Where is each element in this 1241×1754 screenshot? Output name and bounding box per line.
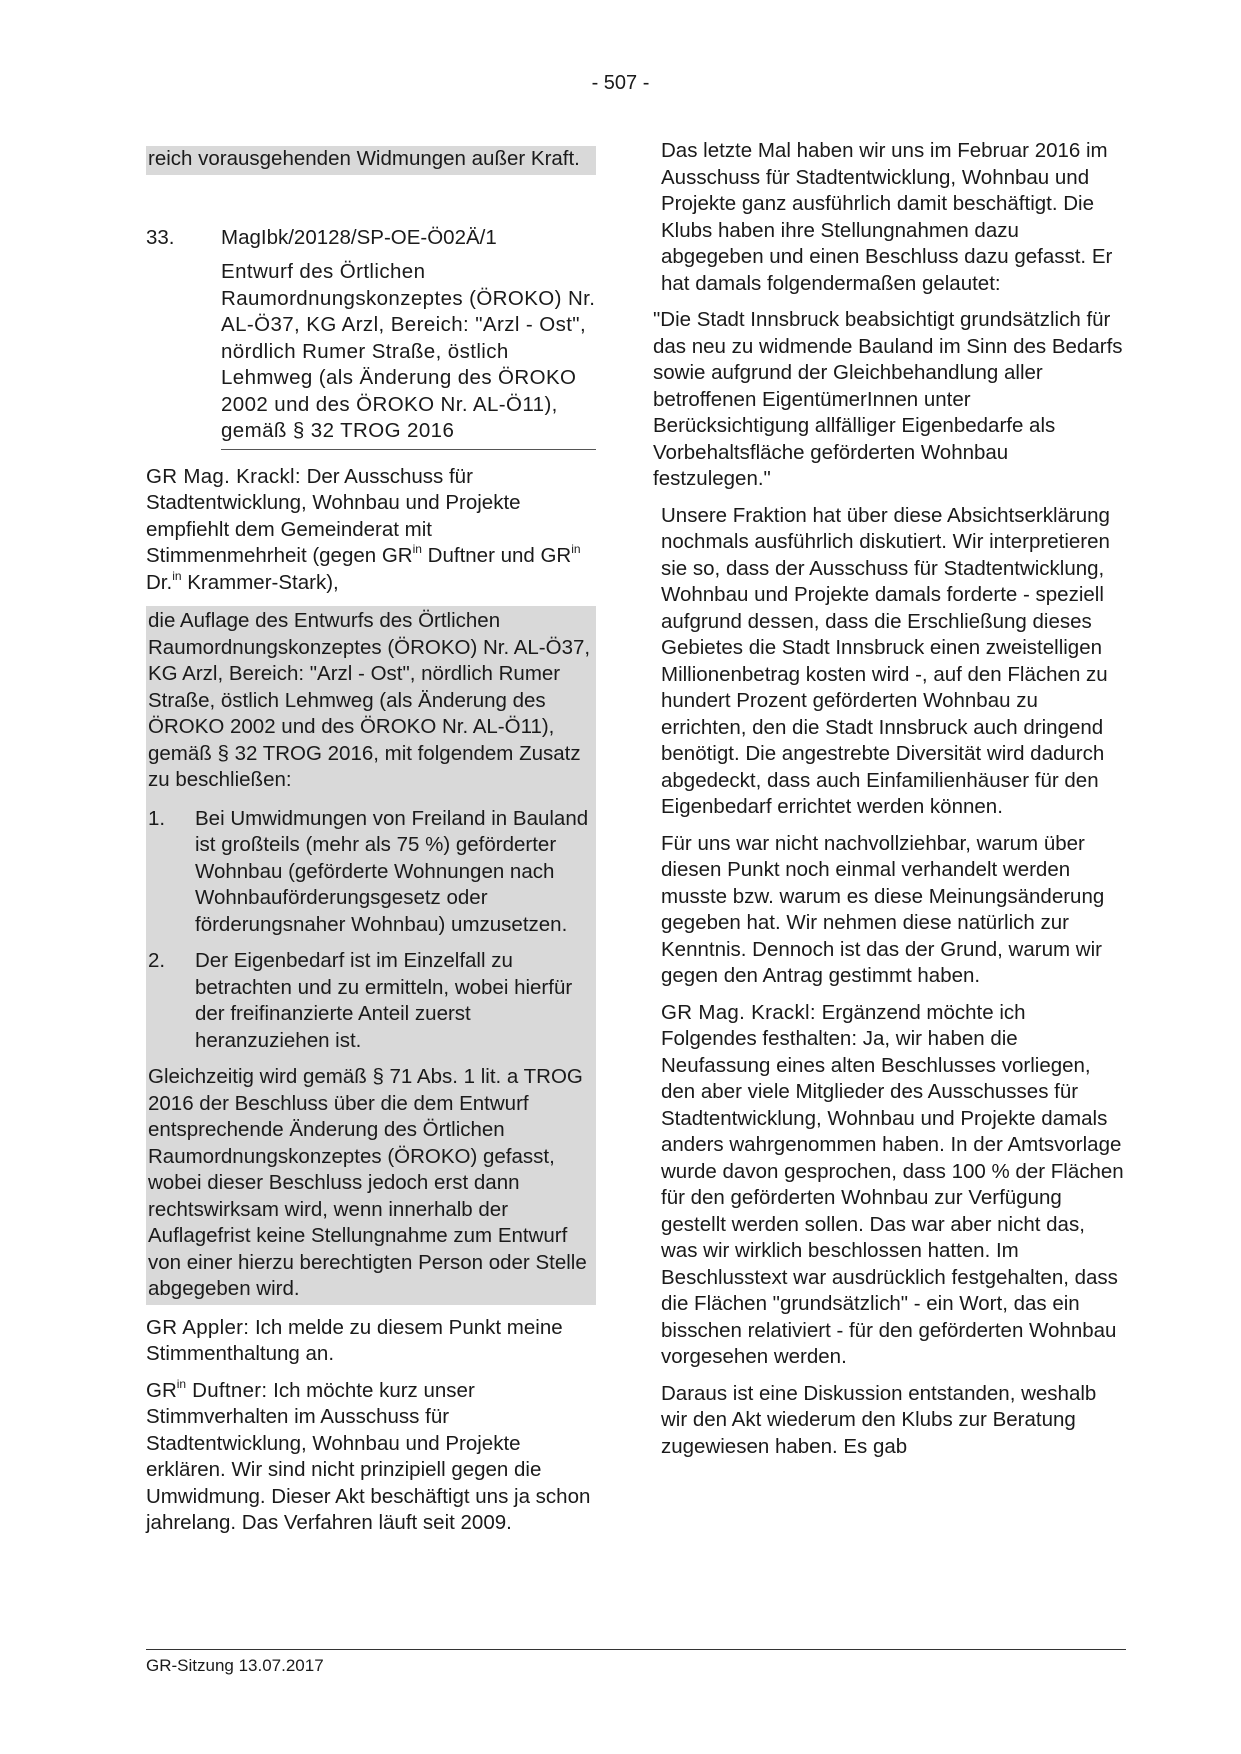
paragraph: Das letzte Mal haben wir uns im Februar 2016 im Ausschuss für Stadtentwicklung, Wohnbau und Projekte ganz ausführlich damit beschäftigt. Die Klubs haben ihre Stellungnahmen dazu abgegeben und einen Beschluss dazu gefasst. Er hat damals folgendermaßen gelautet: [661,139,1113,295]
duftner-statement: $GR^{in}$ Duftner: Ich möchte kurz unser Stimmverhalten im Ausschuss für Stadtentwicklung, Wohnbau und Projekte erklären. Wir sind nicht prinzipiell gegen die Umwidmung. Dieser Akt beschäftigt uns ja schon jahrelang. Das Verfahren läuft seit 2009. [146,1376,591,1534]
agenda-item-code: MagIbk/20128/SP-OE-Ö02Ä/1 [221,225,497,249]
list-item: 1. Bei Umwidmungen von Freiland in Bauland ist großteils (mehr als 75 %) geförderter Wohnbau (geförderte Wohnungen nach Wohnbauförderungsgesetz oder förderungsnaher Wohnbau) umzusetzen. [148,806,589,936]
motion-text: die Auflage des Entwurfs des Örtlichen Raumordnungskonzeptes (ÖROKO) Nr. AL-Ö37, KG Arzl, Bereich: "Arzl - Ost", nördlich Rumer Straße, östlich Lehmweg (als Änderung des ÖROKO 2002 und des ÖROKO Nr. AL-Ö11), gemäß § 32 TROG 2016, mit folgendem Zusatz zu beschließen: [148,609,591,791]
right-column [653,138,1126,1470]
footer-session-date: GR-Sitzung 13.07.2017 [146,1656,324,1675]
paragraph: Unsere Fraktion hat über diese Absichtserklärung nochmals ausführlich diskutiert. Wir interpretieren sie so, dass der Ausschuss für Stadtentwicklung, Wohnbau und Projekte damals forderte - speziell aufgrund dessen, dass die Erschließung dieses Gebietes die Stadt Innsbruck einen zweistelligen Millionenbetrag kosten wird -, auf den Flächen zu hundert Prozent geförderten Wohnbau zu errichten, den die Stadt Innsbruck auch dringend benötigt. Die angestrebte Diversität wird dadurch abgedeckt, dass auch Einfamilienhäuser für den Eigenbedarf errichtet werden können. [661,503,1110,818]
appler-statement: GR Appler: Ich melde zu diesem Punkt meine Stimmenthaltung an. [146,1315,563,1365]
agenda-item-number: 33. [146,225,175,249]
speaker-name: Duftner: [186,1378,268,1402]
left-column [146,146,596,1547]
resolution-text: Gleichzeitig wird gemäß § 71 Abs. 1 lit. a TROG 2016 der Beschluss über die dem Entwurf entsprechende Änderung des Örtlichen Raumordnungskonzeptes (ÖROKO) gefasst, wobei dieser Beschluss jedoch erst dann rechtswirksam wird, wenn innerhalb der Auflagefrist keine Stellungnahme zum Entwurf von einer hierzu berechtigten Person oder Stelle abgegeben wird. [148,1065,587,1300]
speaker-name: GR Appler: [146,1315,250,1339]
agenda-item-header [146,225,596,252]
quote-paragraph: "Die Stadt Innsbruck beabsichtigt grundsätzlich für das neu zu widmende Bauland im Sinn des Bedarfs sowie aufgrund der Gleichbehandlung aller betroffenen EigentümerInnen unter Berücksichtigung allfälliger Eigenbedarfe als Vorbehaltsfläche geförderten Wohnbau festzulegen." [653,308,1123,490]
list-item: 2. Der Eigenbedarf ist im Einzelfall zu betrachten und zu ermitteln, wobei hierfür der freifinanzierte Anteil zuerst heranzuziehen ist. [148,949,573,1052]
paragraph: Für uns war nicht nachvollziehbar, warum über diesen Punkt noch einmal verhandelt werden musste bzw. warum es diese Meinungsänderung gegeben hat. Wir nehmen diese natürlich zur Kenntnis. Dennoch ist das der Grund, warum wir gegen den Antrag gestimmt haben. [661,831,1105,987]
motion-block [146,606,596,1305]
carryover-paragraph: reich vorausgehenden Widmungen außer Kraft. [146,146,596,175]
page-number: - 507 - [591,72,650,94]
agenda-item-title: Entwurf des Örtlichen Raumordnungskonzeptes (ÖROKO) Nr. AL-Ö37, KG Arzl, Bereich: "Arzl - Ost", nördlich Rumer Straße, östlich Lehmweg (als Änderung des ÖROKO 2002 und des ÖROKO Nr. AL-Ö11), gemäß § 32 TROG 2016 [221,259,596,450]
paragraph: Daraus ist eine Diskussion entstanden, weshalb wir den Akt wiederum den Klubs zur Beratung zugewiesen haben. Es gab [661,1381,1097,1458]
footer-divider [146,1649,1126,1650]
krackl-statement: GR Mag. Krackl: Der Ausschuss für Stadtentwicklung, Wohnbau und Projekte empfiehlt dem Gemeinderat mit Stimmenmehrheit (gegen $GR^{in}$ Duftner und $GR^{in}$ Dr.$^{in}$ Krammer-Stark), [146,464,581,594]
speaker-name: GR Mag. Krackl: [661,1000,816,1024]
speaker-name: GR Mag. Krackl: [146,464,301,488]
motion-list [148,806,594,1055]
krackl-reply: GR Mag. Krackl: Ergänzend möchte ich Folgendes festhalten: Ja, wir haben die Neufassung eines alten Beschlusses vorliegen, den aber viele Mitglieder des Ausschusses für Stadtentwicklung, Wohnbau und Projekte damals anders wahrgenommen haben. In der Amtsvorlage wurde davon gesprochen, dass 100 % der Flächen für den geförderten Wohnbau zur Verfügung gestellt werden sollen. Das war aber nicht das, was wir wirklich beschlossen hatten. Im Beschlusstext war ausdrücklich festgehalten, dass die Flächen "grundsätzlich" - ein Wort, das ein bisschen relativiert - für den geförderten Wohnbau vorgesehen werden. [661,1000,1124,1368]
